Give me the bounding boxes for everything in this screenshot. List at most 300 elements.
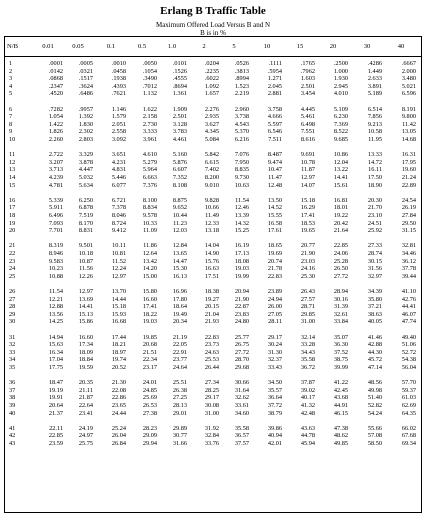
table-cell: 9.730 [234,174,249,181]
table-cell: 27.33 [367,242,382,250]
table-cell: 3.758 [267,105,282,113]
table-cell: 41.22 [333,379,348,387]
table-cell: 1.054 [48,113,63,121]
table-cell: 3.738 [234,113,249,121]
table-cell: 16.13 [172,272,187,280]
table-cell: 5.634 [78,181,93,189]
row-n-cell: 7 [9,113,13,121]
table-cell: 6.077 [111,181,126,189]
table-cell: 20.68 [142,341,157,349]
table-cell: 38.79 [267,409,282,417]
table-cell: 16.19 [234,242,249,250]
table-cell: 16.68 [111,318,126,326]
table-cell: 6.663 [142,174,157,181]
table-cell: 7.950 [234,158,249,166]
table-cell: 22.89 [401,181,416,189]
table-cell: 6.615 [204,158,219,166]
table-cell: 9.501 [78,242,93,250]
table-cell: 4.461 [172,136,187,143]
table-cell: 27.38 [142,409,157,417]
table-cell: 5.160 [172,151,187,159]
table-cell: 27.84 [401,212,416,219]
table-cell: 42.01 [267,440,282,447]
table-cell: .8994 [234,75,249,83]
table-cell: .8694 [172,82,187,90]
table-cell: 10.23 [48,265,63,273]
table-cell: 1.000 [333,67,348,75]
table-cell: 18.65 [267,242,282,250]
table-cell: 20.34 [172,318,187,326]
erlang-table [4,36,422,513]
table-cell: .0458 [111,67,126,75]
table-cell: 37.52 [333,348,348,356]
table-cell: 6.607 [172,166,187,174]
table-cell: .6022 [204,75,219,83]
table-cell: 10.66 [204,204,219,212]
table-cell: 17.61 [267,227,282,235]
table-cell: 14.72 [367,158,382,166]
table-cell: 8.875 [172,196,187,204]
table-cell: 12.88 [48,303,63,311]
table-cell: 8.616 [300,136,315,143]
row-n-cell: 34 [9,356,16,364]
table-cell: 18.09 [78,348,93,356]
table-cell: 26.43 [300,288,315,295]
table-cell: 33.28 [300,341,315,349]
table-cell: 23.65 [111,402,126,409]
table-cell: 32.37 [267,356,282,364]
table-cell: 17.34 [78,341,93,349]
table-cell: 15.25 [234,227,249,235]
table-cell: 19.59 [78,364,93,371]
table-cell: 14.41 [78,303,93,311]
table-cell: 39.99 [333,364,348,371]
table-cell: 18.53 [300,219,315,227]
table-cell: 51.06 [401,341,416,349]
table-cell: 31.00 [204,409,219,417]
table-cell: 31.30 [267,348,282,356]
table-cell: 24.44 [111,409,126,417]
table-cell: 4.445 [300,105,315,113]
table-cell: 5.842 [204,151,219,159]
row-n-cell: 41 [9,424,16,432]
table-cell: 1.930 [333,75,348,83]
table-cell: 24.06 [333,250,348,257]
table-cell: 9.800 [401,113,416,121]
table-cell: 12.21 [48,295,63,303]
table-cell: 1.830 [78,120,93,128]
table-cell: 7.376 [142,181,157,189]
table-cell: .1938 [111,75,126,83]
table-cell: 17.51 [204,272,219,280]
table-cell: 2.722 [48,151,63,159]
table-cell: 21.19 [172,333,187,341]
table-cell: 43.63 [300,424,315,432]
row-n-cell: 43 [9,440,16,447]
table-cell: .6667 [401,60,416,67]
table-cell: 19.91 [48,394,63,402]
table-cell: 12.97 [111,272,126,280]
table-cell: 15.80 [142,288,157,295]
row-n-cell: 21 [9,242,16,250]
table-cell: 31.15 [401,227,416,235]
table-cell: 21.30 [111,379,126,387]
row-n-cell: 27 [9,295,16,303]
table-cell: 21.64 [333,227,348,235]
table-cell: 2.633 [367,75,382,83]
table-cell: 15.55 [267,212,282,219]
table-cell: 3.454 [300,90,315,98]
table-cell: 69.34 [401,440,416,447]
table-cell: .0101 [172,60,187,67]
table-cell: 16.96 [172,288,187,295]
table-cell: 1.657 [204,90,219,98]
table-cell: 36.30 [333,341,348,349]
table-cell: 3.329 [78,151,93,159]
table-cell: 21.78 [267,265,282,273]
table-cell: 14.94 [48,333,63,341]
table-cell: 17.41 [300,212,315,219]
table-cell: .1517 [78,75,93,83]
table-cell: 8.487 [267,151,282,159]
table-cell: 12.97 [300,174,315,181]
table-cell: 31.39 [333,303,348,311]
table-cell: 4.543 [234,120,249,128]
table-cell: 25.51 [172,379,187,387]
table-cell: 30.15 [367,257,382,265]
row-n-cell: 25 [9,272,16,280]
table-cell: 6.216 [234,136,249,143]
table-cell: 6.498 [300,120,315,128]
table-cell: .0142 [48,67,63,75]
column-header: 10 [263,43,271,50]
table-cell: 8.724 [111,219,126,227]
table-cell: 22.83 [267,272,282,280]
table-cell: 33.61 [234,402,249,409]
table-cell: 8.200 [204,174,219,181]
table-cell: 43.68 [333,394,348,402]
table-cell: 5.597 [267,120,282,128]
table-cell: 5.876 [172,158,187,166]
table-cell: .7621 [111,90,126,98]
table-cell: 41.32 [300,402,315,409]
table-cell: 26.00 [267,303,282,311]
row-n-cell: 5 [9,90,13,98]
table-cell: 16.31 [401,151,416,159]
table-cell: 21.87 [78,394,93,402]
table-cell: 1.392 [78,113,93,121]
table-cell: 2.558 [111,128,126,136]
table-cell: .3490 [142,75,157,83]
table-cell: 1.826 [48,128,63,136]
table-cell: 13.70 [111,288,126,295]
table-cell: .0526 [234,60,249,67]
table-cell: 29.50 [401,219,416,227]
table-cell: 15.61 [333,181,348,189]
table-cell: 7.519 [78,212,93,219]
table-cell: 11.56 [79,265,93,273]
row-n-cell: 42 [9,432,16,440]
table-cell: 11.54 [49,288,63,295]
table-cell: 1.449 [367,67,382,75]
table-cell: 16.58 [267,219,282,227]
table-cell: 25.77 [234,333,249,341]
table-cell: 16.34 [48,348,63,356]
table-cell: 35.58 [234,424,249,432]
table-cell: 6.496 [48,212,63,219]
table-cell: 27.34 [204,379,219,387]
table-cell: 34.60 [234,409,249,417]
table-cell: 24.54 [401,196,416,204]
table-cell: 5.461 [300,113,315,121]
table-cell: 8.946 [48,250,63,257]
row-n-cell: 12 [9,158,16,166]
page-title: Erlang B Traffic Table [160,5,266,17]
table-cell: 2.945 [333,82,348,90]
table-cell: 14.41 [333,174,348,181]
table-cell: 4.231 [111,158,126,166]
table-cell: 2.219 [234,90,249,98]
table-cell: 13.18 [204,227,219,235]
table-cell: 4.781 [48,181,63,189]
table-cell: .7962 [300,67,315,75]
table-cell: 24.97 [78,432,93,440]
table-cell: 32.61 [333,310,348,318]
table-cell: 4.239 [48,174,63,181]
table-cell: 12.04 [333,158,348,166]
table-cell: 3.961 [142,136,157,143]
table-cell: 36.57 [234,432,249,440]
table-cell: 3.092 [111,136,126,143]
row-n-cell: 36 [9,379,16,387]
table-cell: 32.84 [204,432,219,440]
table-cell: 22.34 [142,356,157,364]
row-n-cell: 17 [9,204,16,212]
table-cell: 2.158 [142,113,157,121]
table-cell: 6.596 [401,90,416,98]
table-cell: 31.56 [367,265,382,273]
table-cell: 23.17 [142,364,157,371]
row-n-cell: 9 [9,128,13,136]
table-cell: 47.74 [401,318,416,326]
table-cell: 30.16 [333,295,348,303]
table-cell: 19.19 [48,386,63,394]
table-cell: 8.831 [78,227,93,235]
table-cell: 8.108 [172,181,187,189]
table-cell: 26.19 [401,204,416,212]
table-cell: 14.04 [204,242,219,250]
table-cell: 5.279 [142,158,157,166]
table-cell: 9.010 [204,181,219,189]
table-cell: 18.84 [78,356,93,364]
table-cell: 27.57 [300,295,315,303]
table-cell: 15.93 [111,310,126,318]
table-cell: 15.63 [48,341,63,349]
table-cell: 3.128 [172,120,187,128]
table-cell: 24.94 [267,295,282,303]
table-cell: 61.03 [401,394,416,402]
table-cell: 67.68 [401,432,416,440]
table-cell: 30.66 [234,379,249,387]
row-n-cell: 13 [9,166,16,174]
table-cell: 28.25 [204,386,219,394]
table-cell: 9.652 [172,204,187,212]
table-cell: 12.33 [204,219,219,227]
table-cell: .2235 [204,67,219,75]
table-cell: 24.01 [142,379,157,387]
table-cell: .7282 [48,105,63,113]
table-cell: 5.109 [333,105,348,113]
table-cell: 1.146 [111,105,126,113]
table-cell: 11.95 [368,136,382,143]
column-header: 2 [202,43,206,50]
table-cell: 13.39 [234,212,249,219]
table-cell: 15.00 [142,272,157,280]
table-cell: 42.76 [401,295,416,303]
table-cell: 10.47 [267,166,282,174]
table-cell: .0050 [142,60,157,67]
table-cell: 37.87 [300,379,315,387]
table-header [5,43,421,53]
table-cell: 5.964 [142,166,157,174]
table-cell: 16.11 [368,166,382,174]
column-header: 15 [296,43,304,50]
table-cell: 44.30 [367,348,382,356]
table-cell: 11.09 [143,227,157,235]
row-n-cell: 30 [9,318,16,326]
table-cell: 23.89 [267,288,282,295]
table-cell: 44.41 [401,303,416,311]
table-cell: 19.85 [142,333,157,341]
table-cell: 14.32 [234,219,249,227]
table-cell: 23.41 [78,409,93,417]
table-cell: 14.90 [204,250,219,257]
table-cell: 11.87 [301,166,315,174]
table-cell: 18.90 [367,181,382,189]
table-cell: 7.352 [172,174,187,181]
row-n-cell: 15 [9,181,16,189]
table-cell: 37.72 [267,402,282,409]
table-cell: 7.369 [333,120,348,128]
header-divider [5,56,421,57]
table-cell: 42.45 [333,386,348,394]
table-cell: 4.345 [204,128,219,136]
row-n-cell: 40 [9,409,16,417]
table-cell: 31.92 [204,424,219,432]
table-cell: 1.132 [142,90,157,98]
table-cell: 38.75 [333,356,348,364]
table-cell: 34.43 [300,348,315,356]
table-cell: 47.38 [333,424,348,432]
table-cell: 6.546 [267,128,282,136]
table-cell: 30.08 [204,402,219,409]
table-cell: 33.84 [333,318,348,326]
table-cell: 45.72 [367,356,382,364]
table-cell: 7.402 [204,166,219,174]
table-cell: 22.64 [78,402,93,409]
table-cell: 19.65 [300,227,315,235]
table-cell: 17.04 [48,356,63,364]
row-n-cell: 22 [9,250,16,257]
table-cell: 19.99 [234,272,249,280]
table-cell: 39.02 [300,386,315,394]
table-cell: 38.63 [367,310,382,318]
table-cell: 7.076 [234,151,249,159]
table-cell: .1526 [172,67,187,75]
table-cell: 11.23 [173,219,187,227]
table-cell: 19.22 [333,212,348,219]
table-cell: 3.878 [78,158,93,166]
table-cell: 25.28 [333,257,348,265]
table-cell: 26.44 [204,364,219,371]
table-cell: 12.46 [234,204,249,212]
table-cell: 28.13 [172,402,187,409]
row-n-cell: 26 [9,288,16,295]
table-cell: 10.44 [172,212,187,219]
table-cell: 16.63 [204,265,219,273]
table-cell: 23.03 [300,257,315,265]
table-cell: 26.75 [234,341,249,349]
table-cell: 2.045 [267,82,282,90]
table-cell: 49.40 [401,333,416,341]
table-cell: 1.579 [111,113,126,121]
table-cell: 14.20 [142,265,157,273]
table-cell: 20.77 [300,242,315,250]
table-cell: 10.81 [111,250,126,257]
table-cell: 11.49 [205,212,219,219]
table-cell: 9.828 [204,196,219,204]
table-cell: 57.08 [367,432,382,440]
table-cell: 3.891 [367,82,382,90]
table-cell: 16.29 [300,204,315,212]
table-cell: 32.97 [367,272,382,280]
table-cell: 3.480 [401,75,416,83]
table-cell: 7.551 [300,128,315,136]
row-n-cell: 16 [9,196,16,204]
table-cell: 26.84 [111,440,126,447]
table-cell: 15.18 [300,196,315,204]
table-cell: 30.77 [172,432,187,440]
table-cell: 5.032 [78,174,93,181]
table-cell: 57.70 [401,379,416,387]
table-cell: 2.935 [204,113,219,121]
table-cell: 10.58 [367,128,382,136]
table-cell: 15.76 [204,257,219,265]
table-cell: 20.74 [267,257,282,265]
table-cell: 27.05 [267,310,282,318]
table-cell: 5.021 [401,82,416,90]
table-cell: 32.14 [300,333,315,341]
table-cell: 19.03 [142,318,157,326]
table-cell: 18.38 [204,288,219,295]
table-cell: 28.70 [234,356,249,364]
table-cell: 17.44 [111,333,126,341]
table-cell: 15.30 [172,265,187,273]
table-unit-note: B is in % [200,29,226,37]
table-cell: 2.501 [172,113,187,121]
table-cell: 24.63 [204,348,219,356]
table-cell: 36.12 [401,257,416,265]
table-cell: 19.27 [204,295,219,303]
table-cell: 1.271 [267,75,282,83]
table-cell: 15.13 [78,310,93,318]
table-cell: 5.370 [234,128,249,136]
table-cell: 18.08 [234,257,249,265]
table-cell: 4.666 [267,113,282,121]
table-cell: 23.77 [172,356,187,364]
table-cell: 27.72 [234,348,249,356]
row-n-cell: 11 [9,151,16,159]
